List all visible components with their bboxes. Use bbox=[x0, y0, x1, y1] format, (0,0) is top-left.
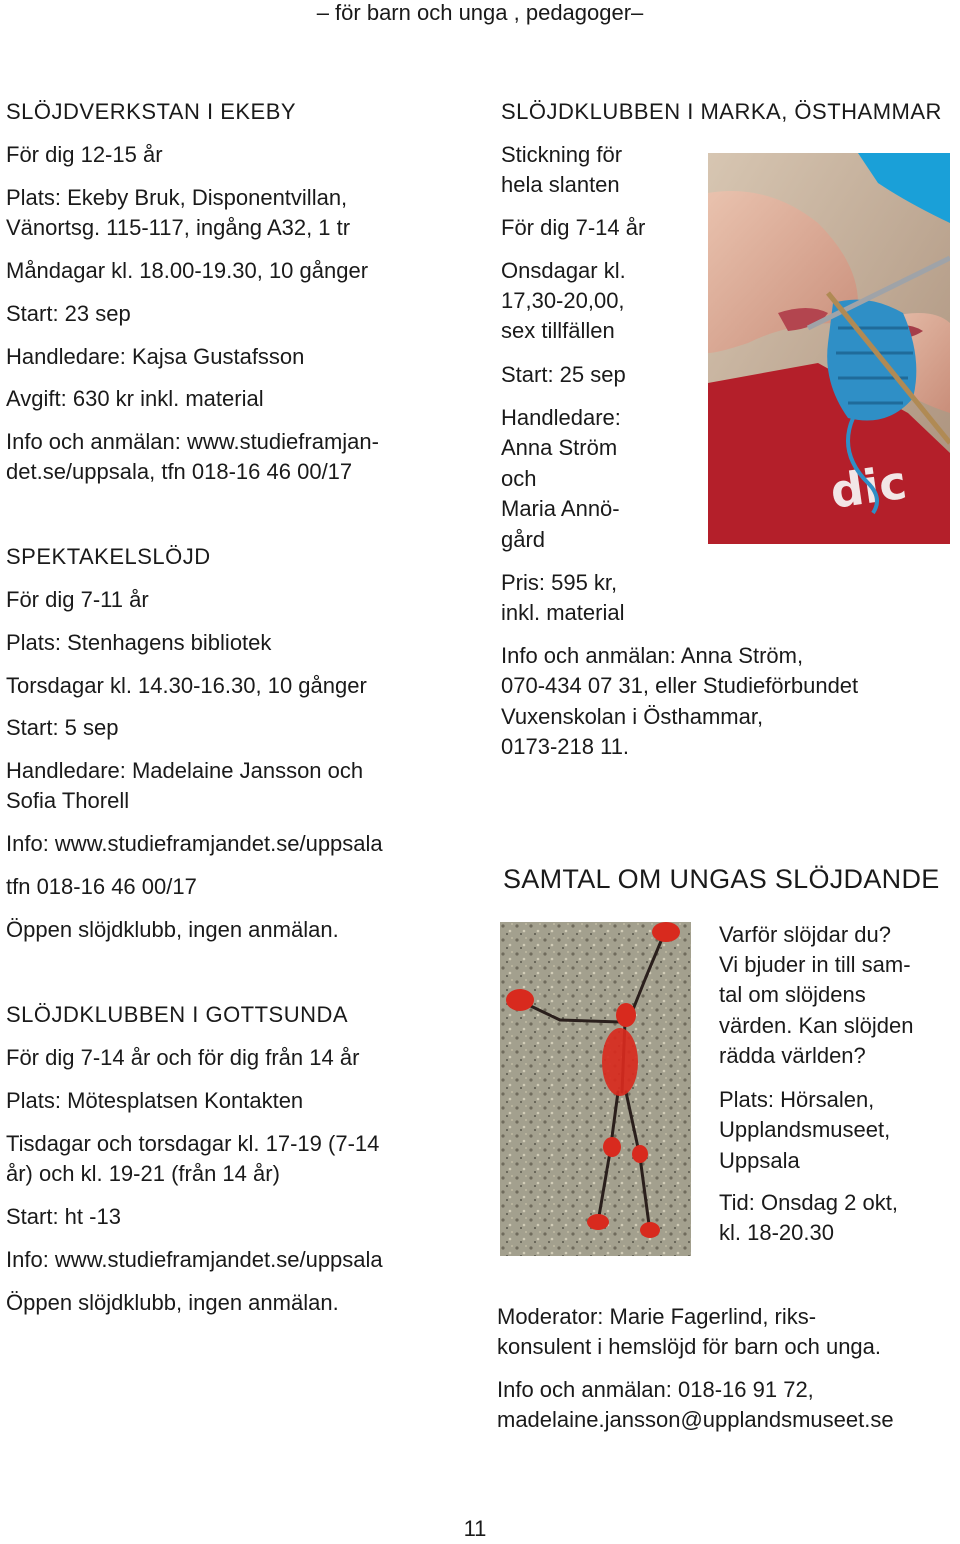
samtal-line: Upplandsmuseet, bbox=[719, 1117, 891, 1142]
samtal-line: Varför slöjdar du? bbox=[719, 922, 892, 947]
marka-line: Handledare: bbox=[501, 405, 621, 430]
ekeby-line: det.se/uppsala, tfn 018-16 46 00/17 bbox=[6, 459, 353, 484]
spektakel-line: Sofia Thorell bbox=[6, 788, 130, 813]
samtal-title: SAMTAL OM UNGAS SLÖJDANDE bbox=[503, 864, 940, 894]
gottsunda-title: SLÖJDKLUBBEN I GOTTSUNDA bbox=[6, 1002, 349, 1027]
ekeby-line: Måndagar kl. 18.00-19.30, 10 gånger bbox=[6, 258, 369, 283]
ekeby-line: Avgift: 630 kr inkl. material bbox=[6, 386, 264, 411]
samtal-line: konsulent i hemslöjd för barn och unga. bbox=[497, 1334, 882, 1359]
gottsunda-line: Info: www.studieframjandet.se/uppsala bbox=[6, 1247, 383, 1272]
samtal-line: Info och anmälan: 018-16 91 72, bbox=[497, 1377, 814, 1402]
gottsunda-line: år) och kl. 19-21 (från 14 år) bbox=[6, 1161, 280, 1186]
spektakel-line: Info: www.studieframjandet.se/uppsala bbox=[6, 831, 383, 856]
marka-line: 0173-218 11. bbox=[501, 734, 630, 759]
samtal-line: värden. Kan slöjden bbox=[719, 1013, 914, 1038]
marka-line: Pris: 595 kr, bbox=[501, 570, 618, 595]
marka-line: 070-434 07 31, eller Studieförbundet bbox=[501, 673, 859, 698]
ekeby-line: Info och anmälan: www.studieframjan- bbox=[6, 429, 379, 454]
page-subtitle: – för barn och unga , pedagoger– bbox=[316, 0, 644, 25]
ekeby-line: Plats: Ekeby Bruk, Disponentvillan, bbox=[6, 185, 348, 210]
spektakel-title: SPEKTAKELSLÖJD bbox=[6, 544, 211, 569]
gottsunda-line: För dig 7-14 år och för dig från 14 år bbox=[6, 1045, 360, 1070]
felt-figure-illustration bbox=[500, 922, 691, 1256]
samtal-line: rädda världen? bbox=[719, 1043, 866, 1068]
spektakel-line: Öppen slöjdklubb, ingen anmälan. bbox=[6, 917, 339, 942]
spektakel-line: Plats: Stenhagens bibliotek bbox=[6, 630, 272, 655]
marka-line: Vuxenskolan i Östhammar, bbox=[501, 704, 764, 729]
spektakel-line: Start: 5 sep bbox=[6, 715, 119, 740]
marka-line: Start: 25 sep bbox=[501, 362, 626, 387]
gottsunda-line: Start: ht -13 bbox=[6, 1204, 121, 1229]
samtal-line: kl. 18-20.30 bbox=[719, 1220, 834, 1245]
ekeby-line: Start: 23 sep bbox=[6, 301, 131, 326]
spektakel-line: För dig 7-11 år bbox=[6, 587, 149, 612]
marka-line: sex tillfällen bbox=[501, 318, 615, 343]
marka-line: Info och anmälan: Anna Ström, bbox=[501, 643, 804, 668]
marka-line: Maria Annö- bbox=[501, 496, 620, 521]
samtal-line: tal om slöjdens bbox=[719, 982, 866, 1007]
marka-line: gård bbox=[501, 527, 546, 552]
page-number: 11 bbox=[463, 1516, 487, 1541]
felt-figure-photo bbox=[500, 922, 691, 1256]
samtal-line: Moderator: Marie Fagerlind, riks- bbox=[497, 1304, 817, 1329]
marka-line: Anna Ström bbox=[501, 435, 618, 460]
gottsunda-line: Tisdagar och torsdagar kl. 17-19 (7-14 bbox=[6, 1131, 380, 1156]
ekeby-line: För dig 12-15 år bbox=[6, 142, 163, 167]
knitting-photo bbox=[708, 153, 950, 544]
marka-title: SLÖJDKLUBBEN I MARKA, ÖSTHAMMAR bbox=[501, 99, 942, 124]
samtal-line: Vi bjuder in till sam- bbox=[719, 952, 911, 977]
samtal-line: Tid: Onsdag 2 okt, bbox=[719, 1190, 898, 1215]
marka-line: hela slanten bbox=[501, 172, 620, 197]
marka-line: För dig 7-14 år bbox=[501, 215, 646, 240]
svg-text:dic: dic bbox=[827, 454, 910, 519]
gottsunda-line: Plats: Mötesplatsen Kontakten bbox=[6, 1088, 304, 1113]
spektakel-line: Handledare: Madelaine Jansson och bbox=[6, 758, 364, 783]
marka-line: inkl. material bbox=[501, 600, 625, 625]
marka-line: Stickning för bbox=[501, 142, 623, 167]
ekeby-line: Vänortsg. 115-117, ingång A32, 1 tr bbox=[6, 215, 351, 240]
samtal-line: Uppsala bbox=[719, 1148, 800, 1173]
samtal-line: madelaine.jansson@upplandsmuseet.se bbox=[497, 1407, 894, 1432]
marka-line: 17,30-20,00, bbox=[501, 288, 625, 313]
spektakel-line: Torsdagar kl. 14.30-16.30, 10 gånger bbox=[6, 673, 367, 698]
gottsunda-line: Öppen slöjdklubb, ingen anmälan. bbox=[6, 1290, 339, 1315]
ekeby-line: Handledare: Kajsa Gustafsson bbox=[6, 344, 305, 369]
spektakel-line: tfn 018-16 46 00/17 bbox=[6, 874, 197, 899]
knitting-illustration bbox=[708, 153, 950, 544]
samtal-line: Plats: Hörsalen, bbox=[719, 1087, 875, 1112]
marka-line: och bbox=[501, 466, 537, 491]
marka-line: Onsdagar kl. bbox=[501, 258, 626, 283]
ekeby-title: SLÖJDVERKSTAN I EKEBY bbox=[6, 99, 297, 124]
